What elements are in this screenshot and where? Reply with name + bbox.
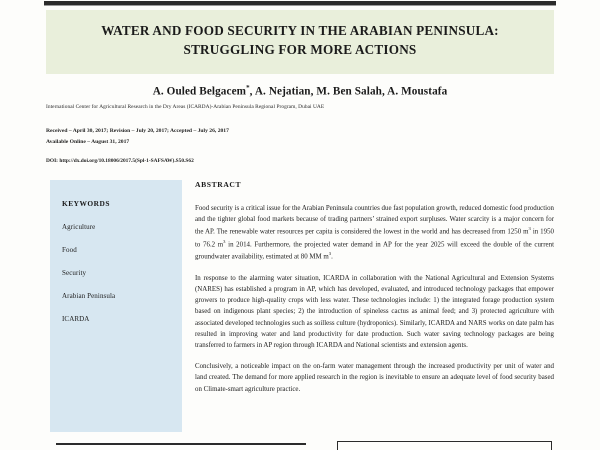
title-banner: [46, 10, 554, 74]
top-header-rule-secondary: [44, 5, 556, 6]
doi-line[interactable]: DOI: http://dx.doi.org/10.18006/2017.5(Spl-1-SAFSAW).S50.S62: [46, 158, 194, 164]
superscript-cubic: 3: [223, 238, 226, 244]
keywords-panel: [50, 180, 182, 432]
keyword-item: ICARDA: [62, 315, 90, 323]
abstract-text-segment: in 2014. Furthermore, the projected water demand in AP for the year 2025 will exceed the double of the current groundwater availability, estimated at 80 MM m: [195, 241, 554, 261]
keyword-item: Food: [62, 246, 77, 254]
author-others: , A. Nejatian, M. Ben Salah, A. Moustafa: [249, 85, 448, 98]
author-footnote-marker: *: [246, 84, 250, 92]
keyword-item: Arabian Peninsula: [62, 292, 116, 300]
abstract-paragraph: [195, 203, 554, 263]
abstract-heading: ABSTRACT: [195, 180, 242, 189]
abstract-text-segment: .: [331, 253, 333, 261]
page-title: WATER AND FOOD SECURITY IN THE ARABIAN PENINSULA: STRUGGLING FOR MORE ACTIONS: [101, 23, 499, 57]
keywords-heading: KEYWORDS: [62, 199, 110, 208]
abstract-section: [195, 180, 554, 405]
received-revision-accepted-line: Received – April 30, 2017; Revision – July 20, 2017; Accepted – July 26, 2017: [46, 128, 229, 134]
author-affiliation: International Center for Agricultural Research in the Dry Areas (ICARDA)-Arabian Peninsula Regional Program, Dubai UAE: [46, 104, 325, 110]
keyword-item: Agriculture: [62, 223, 96, 231]
abstract-text-segment: in 1950 to 76.2 m: [195, 228, 555, 249]
abstract-paragraph: Conclusively, a noticeable impact on the on-farm water management through the increased productivity per unit of water and land created. The demand for more applied research in the region is inevitable to ensure an adequate level of food security based on Climate-smart agriculture practice.: [195, 363, 554, 393]
keyword-item: Security: [62, 269, 87, 277]
available-online-line: Available Online – August 31, 2017: [46, 138, 130, 145]
footer-box-right: [337, 441, 552, 450]
author-primary: A. Ouled Belgacem: [152, 85, 247, 98]
superscript-cubic: 3: [328, 251, 332, 257]
footer-rule-left: [56, 443, 306, 445]
publication-dates: [46, 126, 554, 148]
abstract-paragraph: In response to the alarming water situation, ICARDA in collaboration with the National Agricultural and Extension Systems (NARES) has established a program in AP, which has developed, evaluated, and introduced technology packages that empower growers to produce high-quality crops with less water. These technologies include: 1) the integrated forage production system based on indigenous plant species; 2) the introduction of spineless cactus as animal feed; and 3) protected agriculture with associated developed technologies such as soilless culture (hydroponics). Similarly, ICARDA and NARS works on date palm has resulted in improving water and land productivity for date production. Such water saving technology packages are being transferred to farmers in AP region through ICARDA and National scientists and extension agents.: [195, 274, 554, 349]
abstract-text-segment: Food security is a critical issue for the Arabian Peninsula countries due fast population growth, reduced domestic food production and the tighter global food markets because of trading partners’ strained export surpluses. Water scarcity is a major concern for the AP. The renewable water resources per capita is considered the lowest in the world and has decreased from 1250 m: [195, 205, 554, 236]
author-list: [46, 84, 554, 98]
superscript-cubic: 3: [528, 226, 531, 232]
article-body: [46, 180, 554, 438]
